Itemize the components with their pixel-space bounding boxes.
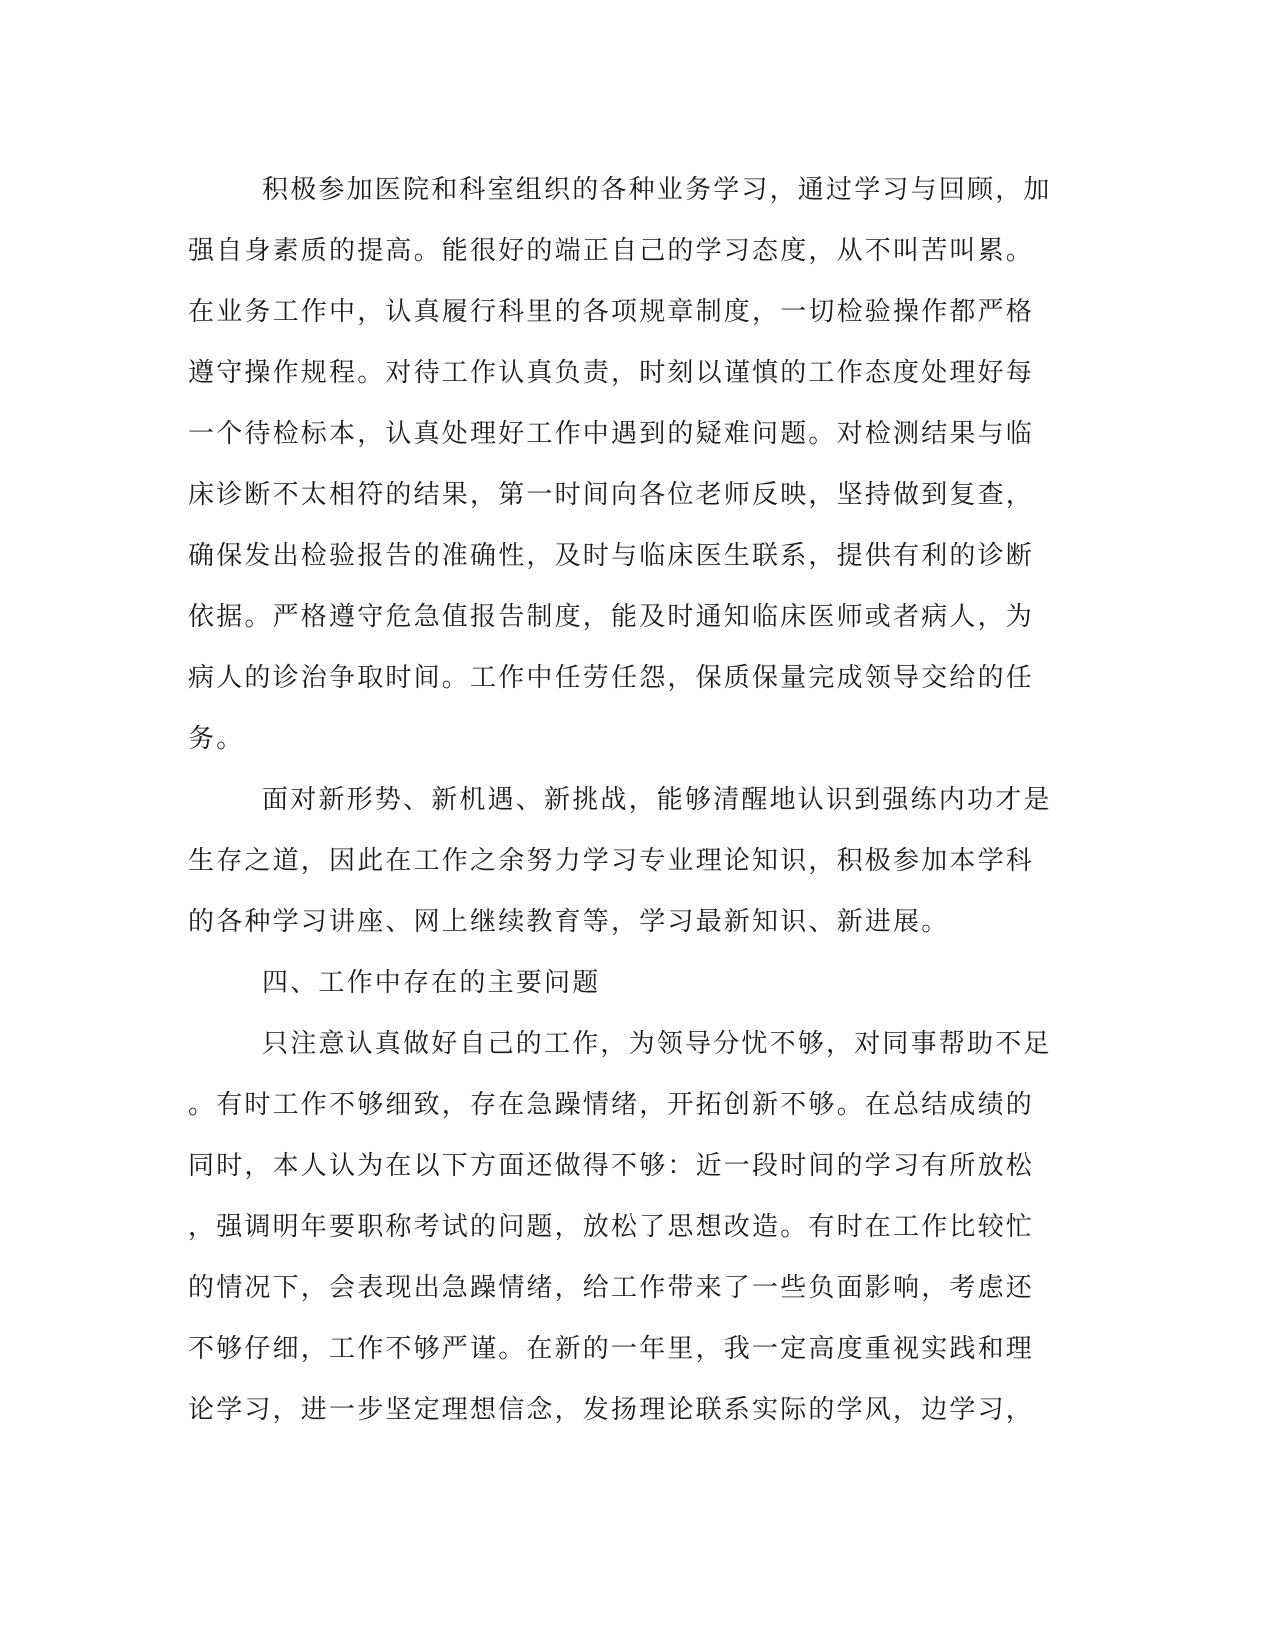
text-line: 遵守操作规程。对待工作认真负责，时刻以谨慎的工作态度处理好每 [188, 358, 1035, 388]
section-heading: 四、工作中存在的主要问题 [262, 968, 601, 998]
text-line: 同时，本人认为在以下方面还做得不够：近一段时间的学习有所放松 [188, 1151, 1035, 1181]
text-line: 面对新形势、新机遇、新挑战，能够清醒地认识到强练内功才是 [262, 785, 1052, 815]
text-line: 的情况下，会表现出急躁情绪，给工作带来了一些负面影响，考虑还 [188, 1273, 1035, 1303]
text-line: 生存之道，因此在工作之余努力学习专业理论知识，积极参加本学科 [188, 846, 1035, 876]
text-line: 的各种学习讲座、网上继续教育等，学习最新知识、新进展。 [188, 907, 950, 937]
text-line: 确保发出检验报告的准确性，及时与临床医生联系，提供有利的诊断 [188, 541, 1035, 571]
text-line: 在业务工作中，认真履行科里的各项规章制度，一切检验操作都严格 [188, 297, 1035, 327]
text-line: 病人的诊治争取时间。工作中任劳任怨，保质保量完成领导交给的任 [188, 663, 1035, 693]
text-line: 只注意认真做好自己的工作，为领导分忧不够，对同事帮助不足 [262, 1029, 1052, 1059]
text-line: 。有时工作不够细致，存在急躁情绪，开拓创新不够。在总结成绩的 [188, 1090, 1035, 1120]
text-line: 床诊断不太相符的结果，第一时间向各位老师反映，坚持做到复查， [188, 480, 1035, 510]
text-line: 论学习，进一步坚定理想信念，发扬理论联系实际的学风，边学习， [188, 1395, 1035, 1425]
text-line: 一个待检标本，认真处理好工作中遇到的疑难问题。对检测结果与临 [188, 419, 1035, 449]
text-line: 积极参加医院和科室组织的各种业务学习，通过学习与回顾，加 [262, 175, 1052, 205]
text-line: 务。 [188, 724, 245, 754]
text-line: 强自身素质的提高。能很好的端正自己的学习态度，从不叫苦叫累。 [188, 236, 1035, 266]
text-line: ，强调明年要职称考试的问题，放松了思想改造。有时在工作比较忙 [188, 1212, 1035, 1242]
text-line: 依据。严格遵守危急值报告制度，能及时通知临床医师或者病人，为 [188, 602, 1035, 632]
text-line: 不够仔细，工作不够严谨。在新的一年里，我一定高度重视实践和理 [188, 1334, 1035, 1364]
document-body [188, 160, 1068, 1441]
